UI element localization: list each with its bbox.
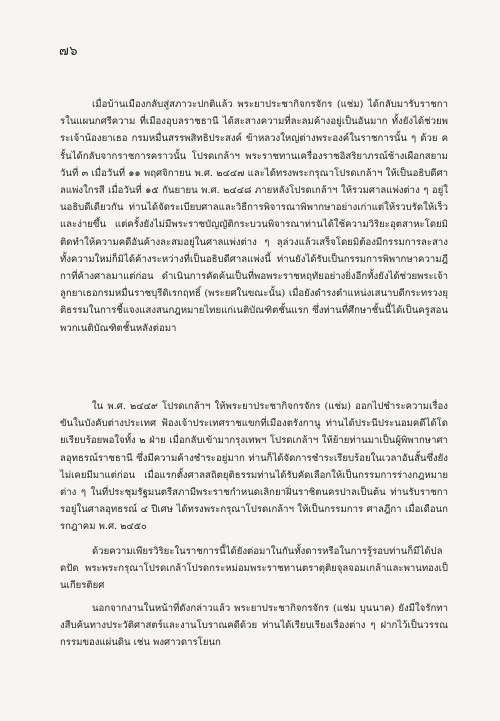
paragraph-3: ด้วยความเพียรวิริยะในราชการนี้ได้ยังต่อมาในกันทั้งดารหรือในการรู้รอบท่านก็มีได้ปลดปัด พระพระกรุณาโปรดเกล้าโปรดกระหม่อมพระราชทานตราตุติยจุลจอมเกล้าและพานทองเป็นเกียรติยศ <box>60 546 448 592</box>
paragraph-1: เมื่อบ้านเมืองกลับสู่สภาวะปกติแล้ว พระยาประชากิจกรจักร (แช่ม) ได้กลับมารับราชการในแผนกศรีความ ที่เมืองอุบลราชธานี ได้สะสางความที่ละลมค้างอยู่เป็นอันมาก ทั้งยังได้ช่วยพระเจ้าน้องยาเธอ กรมหมื่นสรรพสิทธิประสงค์ ข้าหลวงใหญ่ต่างพระองค์ในราชการนั้น ๆ ด้วย ครั้นได้กลับจากราชการคราวนั้น โปรดเกล้าฯ พระราชทานเครื่องราชอิสริยาภรณ์ช้างเผือกสยาม วันที่ ๓ เมื่อวันที่ ๑๑ พฤศจิกายน พ.ศ. ๒๔๔๗ และได้ทรงพระกรุณาโปรดเกล้าฯ ให้เป็นอธิบดีศาลแพ่งใกรสี เมื่อวันที่ ๑๕ กันยายน พ.ศ. ๒๔๔๘ ภายหลังโปรดเกล้าฯ ให้รวมศาลแพ่งต่าง ๆ อยู่ในอธิบดีเดียวกัน ท่านได้จัดระเบียบศาลและวิธีการพิจารณาพิพากษาอย่างเก่าแต่ให้รวบรัดให้เร็วและง่ายขึ้น แต่ครั้งยังไม่มีพระราชบัญญัติกระบวนพิจารณาท่านได้ใช้ความวิริยะอุตสาหะโดยมิติดทำให้ความคดีอันค้างละสมอยู่ในศาลแพ่งต่าง ๆ ลุล่วงแล้วเสร็จโดยมิต้องมีกรรมการละสาง ทั้งความใหม่ก็มิได้ค้างระหว่างที่เป็นอธิบดีศาลแพ่งนี้ ท่านยังได้รับเป็นกรรมการพิพากษาความฎีกาที่ค้างศาลมาแต่ก่อน ดำเนินการคัดค้นเป็นที่พอพระราชหฤทัยอย่างยิ่งอีกทั้งยังได้ช่วยพระเจ้าลูกยาเธอกรมหมื่นราชบุรีดิเรกฤทธิ์ (พระยศในขณะนั้น) เมื่อยังดำรงตำแหน่งเสนาบดีกระทรวงยุติธรรมในการชี้แจงแสงสนกฎหมายไทยแก่เนติบัณฑิตชั้นแรก ซึ่งท่านที่ศึกษาชั้นนี้ได้เป็นครูสอนพวกเนติบัณฑิตชั้นหลังต่อมา <box>60 99 448 334</box>
paragraph-4: นอกจากงานในหน้าที่ดังกล่าวแล้ว พระยาประชากิจกรจักร (แช่ม บุนนาค) ยังมีใจรักทางสืบค้นทางประวัติศาสตร์และงานโบราณคดีด้วย ท่านได้เรียบเรียงเรื่องต่าง ๆ ฝากไว้เป็นวรรณกรรมของแผ่นดิน เช่น พงศาวดารโยนก <box>60 603 448 649</box>
paragraph-2: ใน พ.ศ. ๒๔๔๙ โปรดเกล้าฯ ให้พระยาประชากิจกรจักร (แช่ม) ออกไปชำระความเรื่องขันในบังคับต่างประเทศ ฟ้องเจ้าประเทศราชแขกที่เมืองตรังกานู ท่านได้ประนีประนอมคดีได้โดยเรียบร้อยพอใจทั้ง ๒ ฝ่าย เมื่อกลับเข้ามากรุงเทพฯ โปรดเกล้าฯ ให้ย้ายท่านมาเป็นผู้พิพากษาศาลอุทธรณ์ราชธานี ซึ่งมีความค้างชำระอยู่มาก ท่านก็ได้จัดการชำระเรียบร้อยในเวลาอันสั้นซึ่งยังไม่เคยมีมาแต่ก่อน เมื่อแรกตั้งศาลสถิตยุติธรรมท่านได้รับคัดเลือกให้เป็นกรรมการร่างกฎหมายต่าง ๆ ในที่ประชุมรัฐมนตรีสภามีพระราชกำหนดเลิกยาฝิ่นราชิตนครปาลเป็นต้น ท่านรับราชการอยู่ในศาลอุทธรณ์ ๔ ปีเศษ ได้ทรงพระกรุณาโปรดเกล้าฯ ให้เป็นกรรมการ ศาลฎีกา เมื่อเดือนกรกฎาคม พ.ศ. ๒๔๕๐ <box>60 401 448 533</box>
page-number: ๗๖ <box>59 44 79 59</box>
